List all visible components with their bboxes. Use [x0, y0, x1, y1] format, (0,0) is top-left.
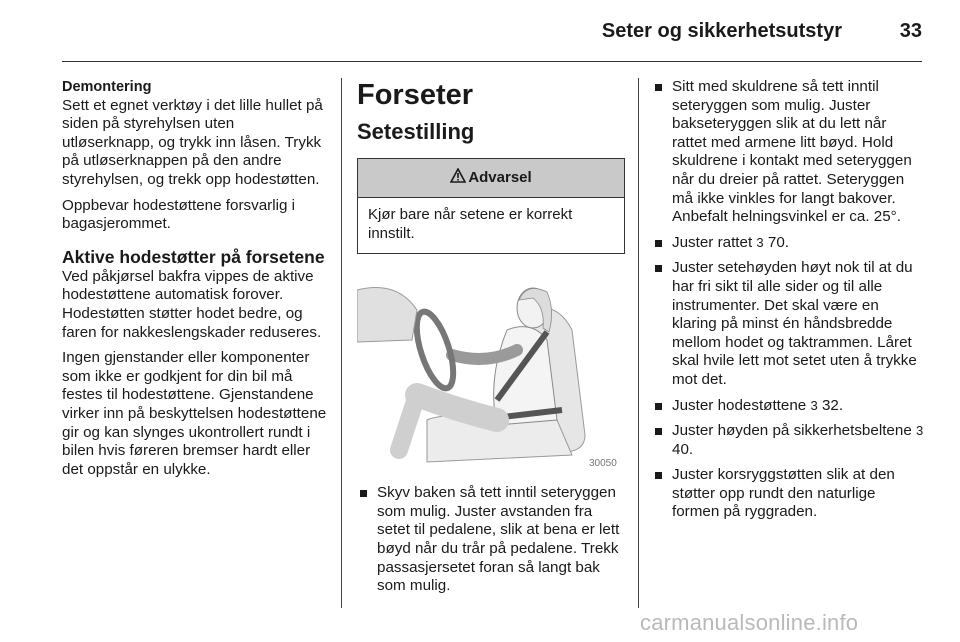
watermark: carmanualsonline.info [640, 610, 859, 635]
list-item: Juster korsryggstøtten slik at den støtter opp rundt den naturlige formen på ryggraden. [652, 466, 924, 522]
page-header [0, 0, 960, 62]
header-rule [62, 61, 922, 62]
figure-code: 30050 [589, 458, 617, 470]
warning-triangle-icon [450, 168, 466, 189]
chapter-heading: Forseter [357, 79, 474, 111]
column-divider [638, 78, 639, 608]
list-item: Juster rattet 3 70. [652, 234, 924, 253]
bullet-list [652, 78, 924, 522]
page-reference: 32. [821, 396, 844, 414]
section-title: Seter og sikkerhetsutstyr [601, 20, 842, 42]
section-heading: Aktive hodestøtter på forsetene [62, 246, 325, 267]
list-item: Juster setehøyden høyt nok til at du har fri sikt til alle sider og til alle instrumenter. Det skal være en klaring på minst én håndsbredde mellom hodet og taktrammen. Låret skal hvile lett mot setet uten å trykke mot det. [652, 259, 924, 389]
paragraph: Sett et egnet verktøy i det lille hullet på siden på styrehylsen uten utløserknapp, og trykk inn låsen. Trykk på utløserknappen på den andre styrehylsen, og trekk opp hodestøtten. [62, 96, 323, 188]
page-reference: 40. [672, 440, 694, 458]
section-heading: Setestilling [357, 119, 475, 144]
list-item: Juster høyden på sikkerhetsbeltene 3 40. [652, 422, 924, 459]
paragraph: Oppbevar hodestøttene forsvarlig i bagasjerommet. [62, 196, 295, 233]
list-item: Skyv baken så tett inntil seteryggen som mulig. Juster avstanden fra setet til pedalene, slik at bena er lett bøyd når du trår på pedalene. Trekk passasjersetet foran så langt bak som mulig. [357, 484, 625, 596]
column-1 [62, 78, 330, 486]
column-2 [357, 78, 625, 603]
list-item: Sitt med skuldrene så tett inntil seteryggen som mulig. Juster bakseteryggen slik at du lett når rattet med armene litt bøyd. Hold skuldrene i kontakt med seteryggen når du dreier på rattet. Seteryggen må ikke vinkles for langt bakover. Anbefalt helningsvinkel er ca. 25°. [652, 78, 924, 227]
list-item: Juster hodestøttene 3 32. [652, 397, 924, 416]
paragraph: Ved påkjørsel bakfra vippes de aktive hodestøttene automatisk forover. Hodestøtten støtter hodet bedre, og faren for nakkeslengskader reduseres. [62, 267, 322, 341]
page-reference: 70. [767, 233, 790, 251]
page-reference-icon: 3 [756, 234, 764, 250]
bullet-list [357, 484, 625, 596]
warning-title: Advarsel [468, 168, 532, 186]
column-divider [341, 78, 342, 608]
subheading: Demontering [62, 79, 152, 95]
warning-text: Kjør bare når setene er korrekt innstilt. [368, 206, 573, 242]
warning-box [357, 158, 625, 254]
warning-header [358, 159, 624, 198]
seat-position-illustration [357, 270, 623, 470]
paragraph: Ingen gjenstander eller komponenter som ikke er godkjent for din bil må festes til hodestøttene. Gjenstandene virker inn på beskyttelsen hodestøttene gir og kan slynges ukontrollert rundt i bilen hvis føreren bremser hardt eller det oppstår en ulykke. [62, 349, 327, 478]
page-number: 33 [899, 20, 922, 42]
page-reference-icon: 3 [810, 397, 818, 413]
page-reference-icon: 3 [916, 423, 924, 439]
column-3 [652, 78, 924, 529]
